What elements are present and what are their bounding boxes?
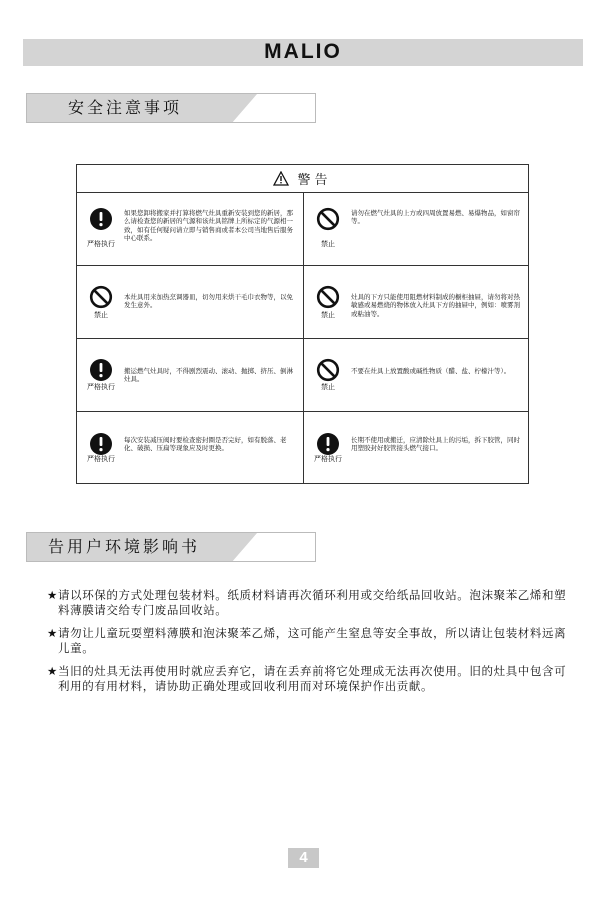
cell-tag: 严格执行	[87, 383, 115, 391]
cell-text: 搬运燃气灶具时，不得剧烈震动、滚动、抛掷、挤压、倒淋灶具。	[124, 367, 293, 384]
cell-tag: 禁止	[94, 311, 108, 319]
section-title-safety: 安全注意事项	[68, 98, 183, 117]
prohibited-icon	[316, 358, 340, 382]
cell-text: 如果您卸将搬家并打算将燃气灶具重新安装到您的新居，那么请检查您的新居的气源和该灶具铭牌上所标定的气源相一致，如有任何疑问请立即与销售商或者本公司当地售后服务中心联系。	[124, 209, 293, 243]
prohibited-icon	[316, 207, 340, 231]
cell-text: 每次安装减压阀时要检查密封圈是否完好，如有脱落、老化、破损、压扁等现象应及时更换。	[124, 436, 287, 453]
note-text: 请勿让儿童玩耍塑料薄膜和泡沫聚苯乙烯，这可能产生窒息等安全事故，所以请让包装材料远离儿童。	[58, 626, 567, 655]
mandatory-icon	[316, 432, 340, 456]
cell-tag: 禁止	[321, 311, 335, 319]
cell-text: 请勿在燃气灶具的上方或四周放置易燃、易爆物品，如窗帘等。	[351, 209, 520, 226]
warning-table	[76, 164, 529, 484]
note-text: 当旧的灶具无法再使用时就应丢弃它，请在丢弃前将它处理成无法再次使用。旧的灶具中包含可利用的有用材料，请协助正确处理或回收利用而对环境保护作出贡献。	[58, 664, 567, 693]
cell-tag: 严格执行	[314, 455, 342, 463]
cell-text: 本灶具用来加热烹调器皿，切勿用来烘干毛巾衣物等，以免发生意外。	[124, 293, 293, 310]
warning-cell	[77, 412, 303, 485]
star-icon: ★	[47, 664, 58, 678]
header-bar	[23, 39, 583, 66]
section-title-environment: 告用户环境影响书	[48, 537, 201, 556]
cell-tag: 禁止	[321, 240, 335, 248]
warning-cell	[77, 266, 303, 339]
cell-tag: 禁止	[321, 383, 335, 391]
warning-cell	[304, 412, 530, 485]
cell-text: 灶具的下方只能使用阻燃材料制成的橱柜抽屉，请勿将对热敏感或易燃烧的物体放入灶具下方的抽屉中，例如：喷雾剂或粘油等。	[351, 293, 520, 318]
warning-table-header	[77, 165, 528, 193]
prohibited-icon	[89, 285, 113, 309]
cell-tag: 严格执行	[87, 455, 115, 463]
warning-cell	[77, 193, 303, 266]
warning-title: 警告	[297, 173, 332, 188]
mandatory-icon	[89, 358, 113, 382]
section-heading-safety	[26, 93, 316, 123]
warning-cell	[304, 193, 530, 266]
mandatory-icon	[89, 207, 113, 231]
note-text: 请以环保的方式处理包装材料。纸质材料请再次循环利用或交给纸品回收站。泡沫聚苯乙烯和塑料薄膜请交给专门废品回收站。	[58, 588, 567, 617]
warning-cell	[304, 266, 530, 339]
mandatory-icon	[89, 432, 113, 456]
section-heading-environment	[26, 532, 316, 562]
cell-text: 长期不使用或搬迁，应清除灶具上的污垢，拆下胶管，同时用塑胶封好胶管接头燃气接口。	[351, 436, 520, 453]
cell-tag: 严格执行	[87, 240, 115, 248]
warning-cell	[77, 339, 303, 412]
page-number: 4	[288, 848, 319, 868]
list-item	[47, 626, 577, 656]
star-icon: ★	[47, 626, 58, 640]
prohibited-icon	[316, 285, 340, 309]
star-icon: ★	[47, 588, 58, 602]
warning-cell	[304, 339, 530, 412]
list-item	[47, 664, 577, 694]
list-item	[47, 588, 577, 618]
environment-notes	[47, 588, 577, 702]
cell-text: 不要在灶具上放置酸或碱性物质（醋、盐、柠檬汁等）。	[351, 367, 511, 375]
brand-logo: MALIO	[264, 40, 342, 63]
warning-triangle-icon	[273, 171, 289, 186]
